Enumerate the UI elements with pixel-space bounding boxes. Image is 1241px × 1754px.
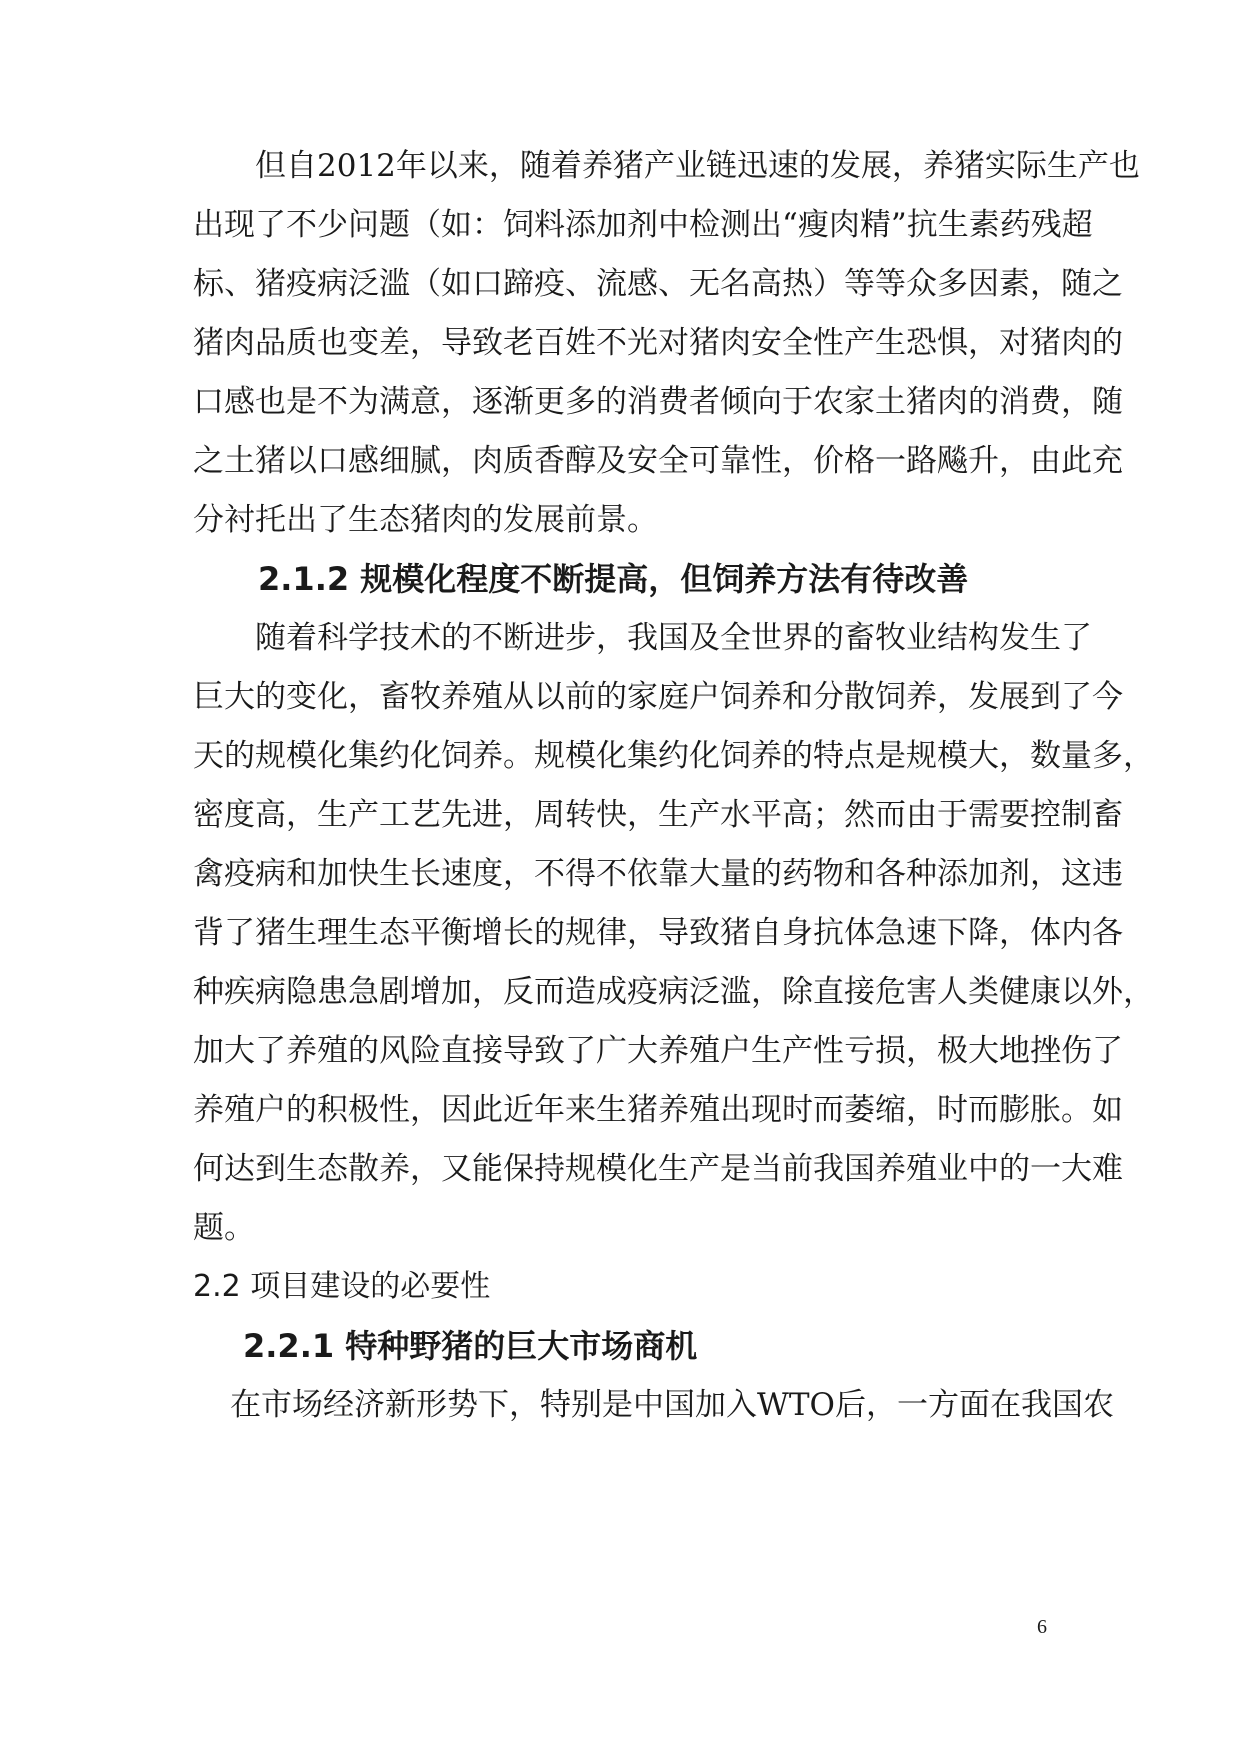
section-heading-2-2-1: 2.2.1 特种野猪的巨大市场商机 <box>243 1327 698 1365</box>
paragraph-2-line-6: 背了猪生理生态平衡增长的规律，导致猪自身抗体急速下降，体内各 <box>193 915 1123 951</box>
paragraph-2-line-9: 养殖户的积极性，因此近年来生猪养殖出现时而萎缩，时而膨胀。如 <box>193 1092 1123 1128</box>
paragraph-3-line-1: 在市场经济新形势下，特别是中国加入WTO后，一方面在我国农 <box>230 1387 1114 1423</box>
paragraph-2-line-5: 禽疫病和加快生长速度，不得不依靠大量的药物和各种添加剂，这违 <box>193 856 1123 892</box>
paragraph-1-line-2: 出现了不少问题（如：饲料添加剂中检测出“瘦肉精”抗生素药残超 <box>193 207 1093 243</box>
section-heading-2-1-2: 2.1.2 规模化程度不断提高，但饲养方法有待改善 <box>258 560 969 598</box>
paragraph-2-line-4: 密度高，生产工艺先进，周转快，生产水平高；然而由于需要控制畜 <box>193 797 1123 833</box>
paragraph-2-line-7: 种疾病隐患急剧增加，反而造成疫病泛滥，除直接危害人类健康以外， <box>193 974 1154 1010</box>
paragraph-2-line-1: 随着科学技术的不断进步，我国及全世界的畜牧业结构发生了 <box>255 620 1092 656</box>
paragraph-2-line-10: 何达到生态散养，又能保持规模化生产是当前我国养殖业中的一大难 <box>193 1151 1123 1187</box>
paragraph-2-line-11: 题。 <box>193 1210 255 1246</box>
paragraph-1-line-7: 分衬托出了生态猪肉的发展前景。 <box>193 502 658 538</box>
page-number: 6 <box>1037 1616 1047 1638</box>
section-heading-2-2: 2.2 项目建设的必要性 <box>193 1269 491 1304</box>
paragraph-2-line-2: 巨大的变化，畜牧养殖从以前的家庭户饲养和分散饲养，发展到了今 <box>193 679 1123 715</box>
paragraph-2-line-8: 加大了养殖的风险直接导致了广大养殖户生产性亏损，极大地挫伤了 <box>193 1033 1123 1069</box>
paragraph-1-line-3: 标、猪疫病泛滥（如口蹄疫、流感、无名高热）等等众多因素，随之 <box>193 266 1123 302</box>
paragraph-1-line-5: 口感也是不为满意，逐渐更多的消费者倾向于农家土猪肉的消费，随 <box>193 384 1123 420</box>
paragraph-1-line-1: 但自2012年以来，随着养猪产业链迅速的发展，养猪实际生产也 <box>255 148 1140 184</box>
paragraph-1-line-6: 之土猪以口感细腻，肉质香醇及安全可靠性，价格一路飚升，由此充 <box>193 443 1123 479</box>
paragraph-2-line-3: 天的规模化集约化饲养。规模化集约化饲养的特点是规模大，数量多， <box>193 738 1154 774</box>
paragraph-1-line-4: 猪肉品质也变差，导致老百姓不光对猪肉安全性产生恐惧，对猪肉的 <box>193 325 1123 361</box>
